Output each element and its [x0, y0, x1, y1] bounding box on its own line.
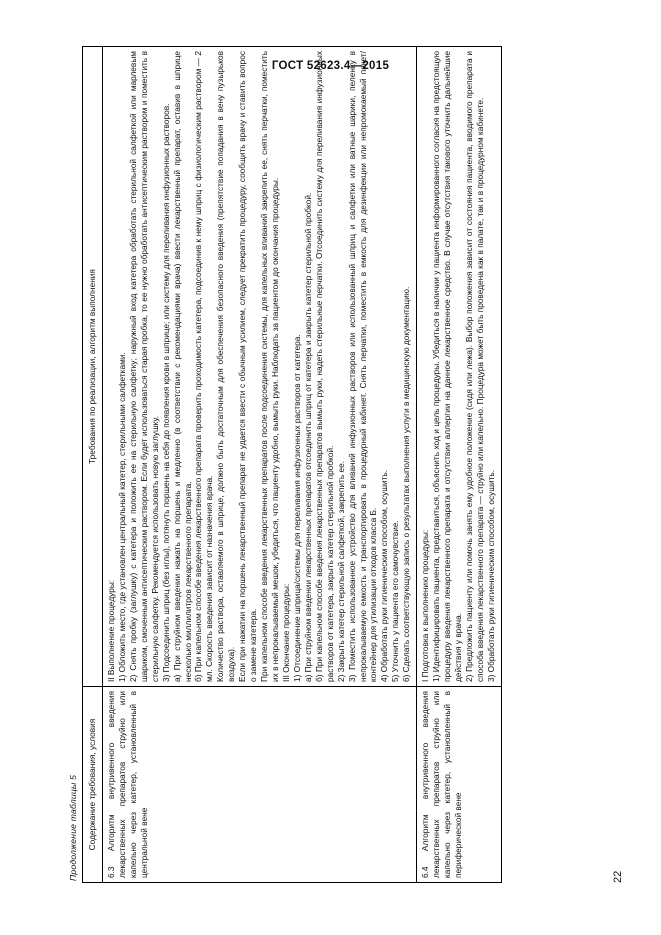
procedure-line: 3) Подсоединить шприц (без иглы), потянуть поршень на себя до появления крови в шприце; или систему для переливания инфузионных растворов. — [160, 103, 171, 682]
procedure-line: б) При капельном способе введения лекарственных препаратов вымыть руки, надеть стерильные перчатки. Отсоединить систему для переливания инфузионных растворов от катетера, закрыть катетер стерильной пробкой. — [313, 51, 335, 682]
requirement-cell-6-3: 6.3 Алгоритм внутривенного введения лекарственных препаратов струйно или капельно через катетер, установленный в центральной вене — [102, 687, 416, 883]
procedure-line: 1) Отсоединение шприца/системы для переливания инфузионных растворов от катетера. — [291, 334, 302, 682]
procedure-line: 5) Уточнить у пациента его самочувствие. — [390, 520, 401, 682]
procedure-line: а) При струйном введении нажать на поршень и медленно (в соответствии с рекомендациями врача) ввести лекарственный препарат, оставив в шприце несколько миллилитров лекарственного препарата. — [171, 51, 193, 682]
column-header-requirement: Содержание требования, условия — [83, 687, 103, 883]
table-sheet — [68, 47, 598, 883]
procedure-line: б) При капельном способе введения лекарственного препарата проверить проходимость катетера, подсоединив к нему шприц с физиологическим раствором — 2 мл. Скорость введения зависит от назначения врача. — [193, 51, 215, 682]
procedure-line: 4) Обработать руки гигиеническим способом, осушить. — [379, 469, 390, 682]
procedure-line: При капельном способе введения лекарственных препаратов после подсоединения системы, для капельных вливаний закрепить ее, снять перчатки, поместить их в непрокалываемый мешок, убедиться, что пациенту удобно, вымыть руки. Наблюдать за пациентом до окончания процедуры. — [259, 51, 280, 682]
procedure-line: 2) Закрыть катетер стерильной салфеткой, закрепить ее. — [335, 460, 346, 682]
procedure-line: 3) Поместить использованное устройство для вливаний инфузионных растворов или использованный шприц и салфетки или ватные шарики, пеленку в непрокалываемую емкость и транспортировать в процедурный кабинет. Снять перчатки, поместить в емкость для дезинфекции или непромокаемый пакет/контейнер для утилизации отходов класса Б. — [346, 51, 379, 682]
procedure-line: Если при нажатии на поршень лекарственный препарат не удается ввести с обычным усилием, следует прекратить процедуру, сообщить врачу и ставить вопрос о замене катетера. — [237, 51, 259, 682]
procedure-cell-6-3 — [102, 47, 416, 687]
procedure-line: 2) Предложить пациенту или помочь занять ему удобное положение (сидя или лежа). Выбор положения зависит от состояния пациента, вводимого препарата и способа введения лекарственного препарата — струйно или капельно. Процедура может быть проведена как в палате, так и в процедурном кабинете. — [463, 51, 485, 682]
procedure-line: 6) Сделать соответствующую запись о результатах выполнения услуги в медицинскую документацию. — [401, 286, 412, 682]
procedure-line: I Подготовка к выполнению процедуры: — [420, 529, 431, 682]
procedure-line: 1) Идентифицировать пациента, представиться, объяснить ход и цель процедуры. Убедиться в наличии у пациента информированного согласия на предстоящую процедуру введения лекарственного препарата и отсутствии аллергии на данное лекарственное средство. В случае отсутствия такового уточнить дальнейшие действия у врача. — [431, 51, 463, 682]
standard-header: ГОСТ 52623.4—2015 — [271, 60, 390, 72]
procedure-cell-6-4 — [417, 47, 502, 687]
procedure-line: 2) Снять пробку (заглушку) с катетера и положить ее на стерильную салфетку; наружный вход катетера обработать стерильной салфеткой или марлевым шариком, смоченным антисептическим раствором. Если будет использоваться старая пробка, то ее нужно обработать антисептическим раствором и поместить в стерильную салфетку. Рекомендуется использовать новую заглушку. — [127, 51, 160, 682]
table-row — [102, 47, 416, 883]
procedure-line: а) При струйном введении лекарственных препаратов отсоединить шприц от катетера и закрыть катетер стерильной пробкой. — [302, 192, 313, 682]
table-body — [102, 47, 501, 883]
procedure-line: 1) Обложить место, где установлен центральный катетер, стерильными салфетками. — [116, 352, 127, 682]
procedure-line: III Окончание процедуры: — [280, 583, 291, 682]
table-row — [417, 47, 502, 883]
page-number: 22 — [612, 870, 624, 883]
requirements-table — [82, 46, 502, 883]
table-header-row — [83, 47, 103, 883]
column-header-procedure: Требования по реализации, алгоритм выполнения — [83, 47, 103, 687]
procedure-line: Количество раствора, оставляемого в шприце, должно быть достаточным для обеспечения безопасного введения (препятствие попадания в вену пузырьков воздуха). — [215, 51, 237, 682]
procedure-line: II Выполнение процедуры: — [105, 579, 116, 682]
requirement-cell-6-4: 6.4 Алгоритм внутривенного введения лекарственных препаратов струйно или капельно через катетер, установленный в периферической вене — [417, 687, 502, 883]
table-caption: Продолжение таблицы 5 — [68, 774, 78, 881]
procedure-line: 3) Обработать руки гигиеническим способом, осушить. — [485, 469, 496, 682]
